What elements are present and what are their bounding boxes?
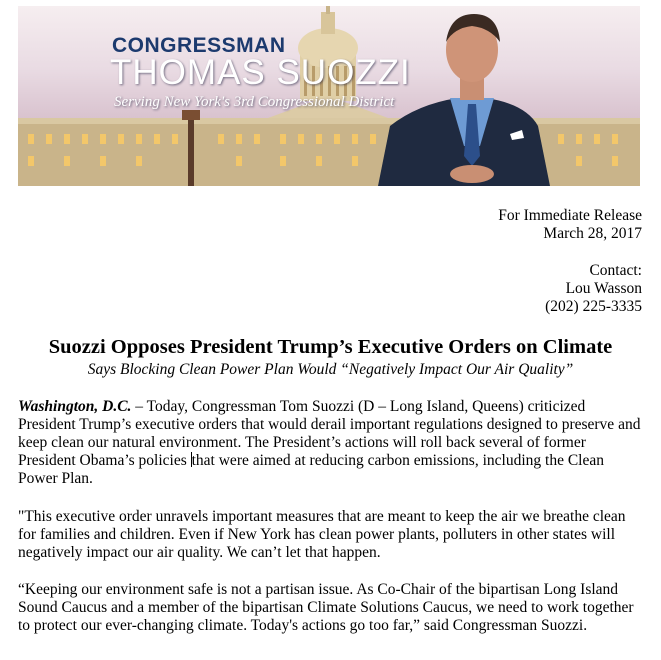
banner-subtitle: Serving New York's 3rd Congressional District: [114, 94, 395, 110]
page-title: Suozzi Opposes President Trump’s Executive Orders on Climate: [48, 336, 613, 358]
header-banner: [18, 6, 640, 186]
body-paragraph-3: “Keeping our environment safe is not a partisan issue. As Co-Chair of the bipartisan Long Island Sound Caucus and a member of the bipartisan Climate Solutions Caucus, we need to work together to protect our ever-changing climate. Today's actions go too far,” said Congressman Suozzi.: [18, 581, 634, 634]
banner-title-congressman: CONGRESSMAN: [112, 34, 286, 57]
contact-info: [545, 262, 642, 316]
release-label: For Immediate Release: [498, 207, 642, 224]
body-paragraph-1: [18, 398, 642, 488]
contact-name: Lou Wasson: [565, 280, 642, 297]
contact-label: Contact:: [589, 262, 642, 279]
release-date: March 28, 2017: [543, 225, 642, 242]
banner-title-name: THOMAS SUOZZI: [110, 53, 411, 92]
body-paragraph-2: "This executive order unravels important measures that are meant to keep the air we breathe clean for families and children. Even if New York has clean power plants, polluters in other states will negatively impact our air quality. We can’t let that happen.: [18, 508, 626, 561]
contact-phone: (202) 225-3335: [545, 298, 642, 315]
release-info: [498, 207, 642, 243]
paragraph-text: – Today, Congressman Tom Suozzi (D – Long Island, Queens) criticized President Trump’s executive orders that would derail important regulations designed to preserve and keep clean our natural environment. The President’s actions will roll back several of former President Obama’s policies: [18, 398, 641, 469]
paragraph-text: that were aimed at reducing carbon emissions, including the Clean Power Plan.: [18, 452, 604, 487]
dateline: Washington, D.C.: [18, 398, 132, 415]
page-subtitle: Says Blocking Clean Power Plan Would “Negatively Impact Our Air Quality”: [87, 361, 574, 378]
